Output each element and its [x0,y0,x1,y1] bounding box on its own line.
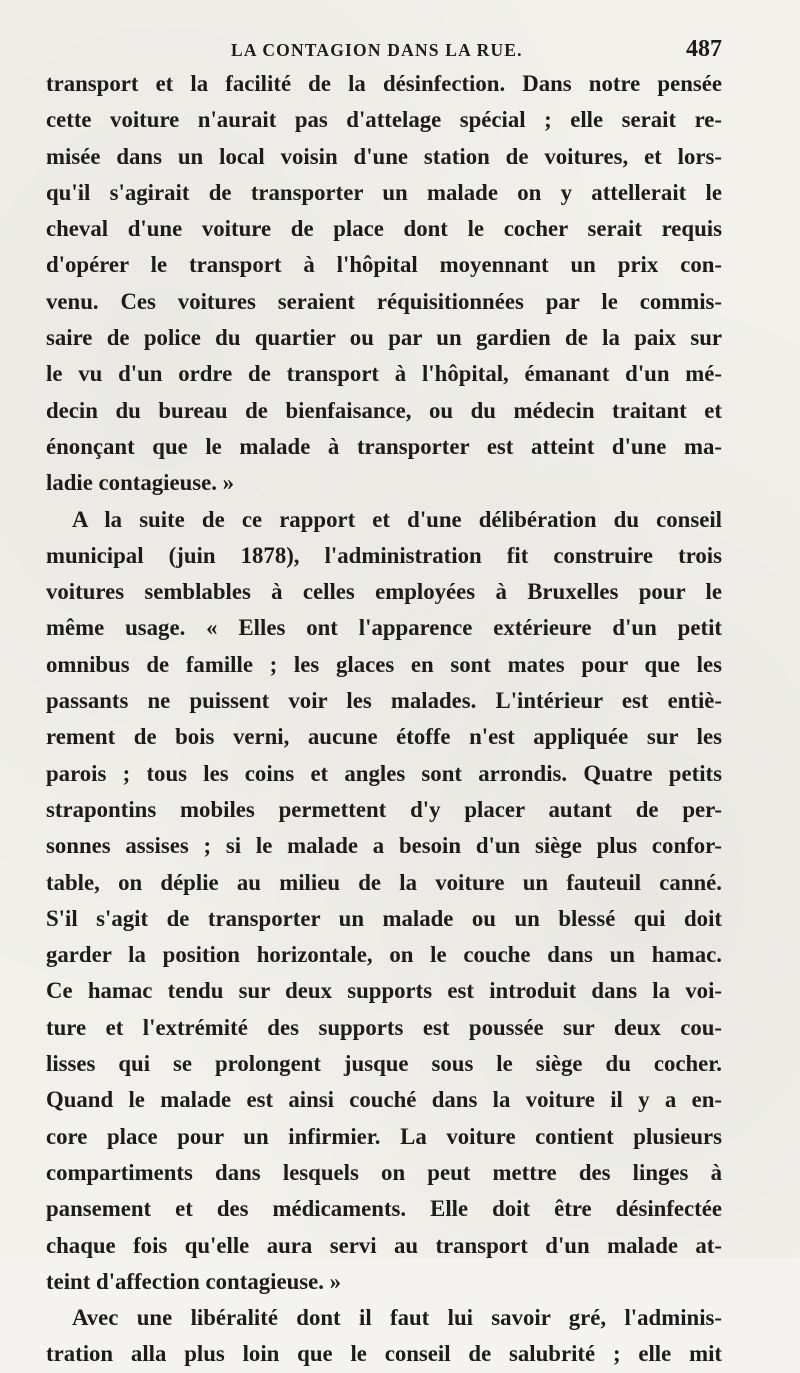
text-line: strapontins mobiles permettent d'y placer autant de per- [46,796,722,822]
text-line: lisses qui se prolongent jusque sous le siège du cocher. [46,1051,722,1077]
text-line: voitures semblables à celles employées à Bruxelles pour le [46,579,722,605]
text-line: passants ne puissent voir les malades. L'intérieur est entiè- [46,688,722,714]
page-number: 487 [686,36,722,62]
text-line: Ce hamac tendu sur deux supports est introduit dans la voi- [46,978,722,1004]
text-line: misée dans un local voisin d'une station de voitures, et lors- [46,143,722,169]
text-line: même usage. « Elles ont l'apparence extérieure d'un petit [46,615,722,641]
text-line: table, on déplie au milieu de la voiture un fauteuil canné. [46,869,722,895]
text-line: Quand le malade est ainsi couché dans la voiture il y a en- [46,1087,722,1113]
text-line: omnibus de famille ; les glaces en sont mates pour que les [46,651,722,677]
text-line: compartiments dans lesquels on peut mettre des linges à [46,1159,722,1185]
paragraph-start-line: A la suite de ce rapport et d'une délibération du conseil [72,506,722,532]
text-line: garder la position horizontale, on le couche dans un hamac. [46,942,722,968]
body-text [46,66,722,1373]
text-line: pansement et des médicaments. Elle doit être désinfectée [46,1196,722,1222]
running-title: LA CONTAGION DANS LA RUE. [231,40,523,60]
text-line: qu'il s'agirait de transporter un malade on y attellerait le [46,179,722,205]
text-line: core place pour un infirmier. La voiture contient plusieurs [46,1123,722,1149]
text-line: venu. Ces voitures seraient réquisitionnées par le commis- [46,288,722,314]
text-line: d'opérer le transport à l'hôpital moyennant un prix con- [46,252,722,278]
text-line: cheval d'une voiture de place dont le cocher serait requis [46,216,722,242]
text-line: saire de police du quartier ou par un gardien de la paix sur [46,325,722,351]
text-line: municipal (juin 1878), l'administration fit construire trois [46,542,722,568]
text-line: tration alla plus loin que le conseil de salubrité ; elle mit [46,1341,722,1367]
text-line: rement de bois verni, aucune étoffe n'est appliquée sur les [46,724,722,750]
text-line: S'il s'agit de transporter un malade ou un blessé qui doit [46,905,722,931]
text-line: chaque fois qu'elle aura servi au transport d'un malade at- [46,1232,722,1258]
text-line: ture et l'extrémité des supports est poussée sur deux cou- [46,1014,722,1040]
text-line: sonnes assises ; si le malade a besoin d'un siège plus confor- [46,833,722,859]
paragraph-start-line: Avec une libéralité dont il faut lui savoir gré, l'adminis- [72,1305,722,1331]
text-line: decin du bureau de bienfaisance, ou du médecin traitant et [46,397,722,423]
paragraph-end-line: ladie contagieuse. » [46,470,235,496]
paragraph-end-line: teint d'affection contagieuse. » [46,1268,342,1294]
running-head [46,34,722,70]
text-line: parois ; tous les coins et angles sont arrondis. Quatre petits [46,760,722,786]
text-line: énonçant que le malade à transporter est atteint d'une ma- [46,433,722,459]
text-line: le vu d'un ordre de transport à l'hôpital, émanant d'un mé- [46,361,722,387]
text-line: transport et la facilité de la désinfection. Dans notre pensée [46,71,722,96]
text-line: cette voiture n'aurait pas d'attelage spécial ; elle serait re- [46,107,722,133]
